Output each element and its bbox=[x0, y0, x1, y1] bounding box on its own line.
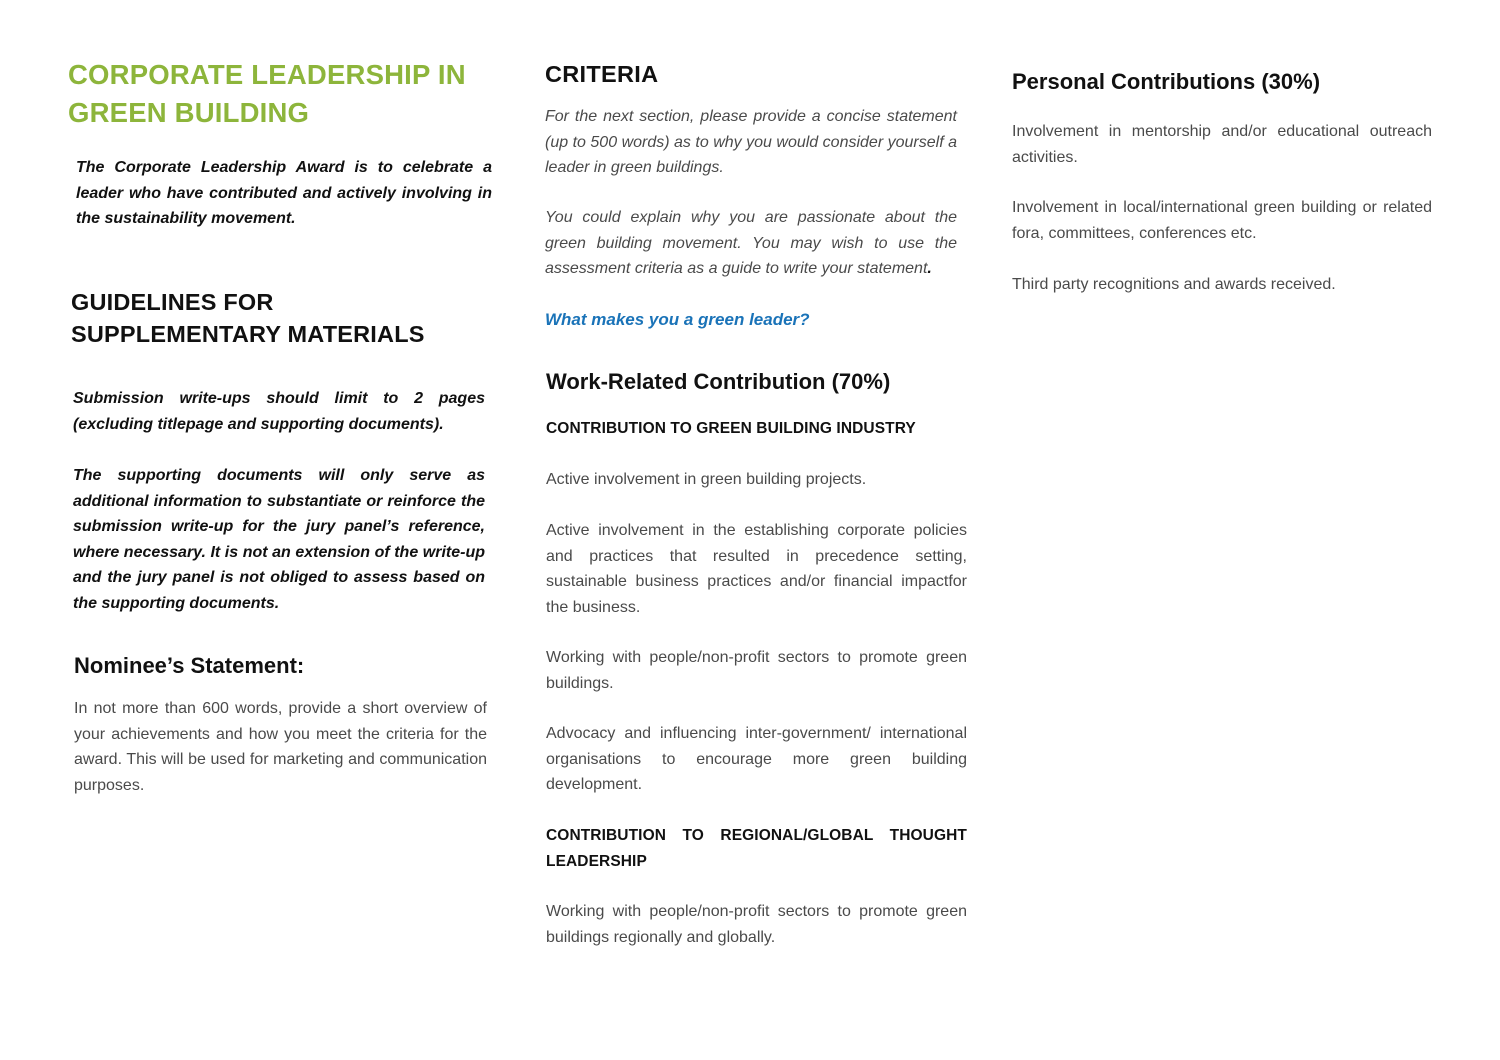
work-subheading-industry: CONTRIBUTION TO GREEN BUILDING INDUSTRY bbox=[546, 420, 916, 437]
criteria-heading: CRITERIA bbox=[545, 61, 659, 87]
guidelines-paragraph-2: The supporting documents will only serve as additional information to substantiate or reinforce the submission write-up for the jury panel’s reference, where necessary. It is not an extension of the write-up and the jury panel is not obliged to assess based on the supporting documents. bbox=[73, 467, 485, 612]
page-title bbox=[68, 56, 466, 132]
criteria-paragraph-2 bbox=[545, 205, 957, 282]
personal-item-3: Third party recognitions and awards received. bbox=[1012, 276, 1336, 293]
page-title-line2: GREEN BUILDING bbox=[68, 97, 310, 128]
personal-item-2: Involvement in local/international green building or related fora, committees, conferences etc. bbox=[1012, 199, 1432, 242]
criteria-paragraph-1: For the next section, please provide a concise statement (up to 500 words) as to why you would consider yourself a leader in green buildings. bbox=[545, 108, 957, 176]
nominee-statement-heading: Nominee’s Statement: bbox=[74, 653, 305, 678]
green-leader-question: What makes you a green leader? bbox=[545, 310, 810, 329]
work-related-heading: Work-Related Contribution (70%) bbox=[546, 369, 891, 394]
work-item-3: Working with people/non-profit sectors to promote green buildings. bbox=[546, 649, 967, 692]
criteria-paragraph-2-text: You could explain why you are passionate about the green building movement. You may wish to use the assessment criteria as a guide to write your statement bbox=[545, 209, 957, 277]
award-intro: The Corporate Leadership Award is to celebrate a leader who have contributed and actively involving in the sustainability movement. bbox=[76, 159, 492, 227]
guidelines-paragraph-1: Submission write-ups should limit to 2 pages (excluding titlepage and supporting documents). bbox=[73, 390, 485, 433]
work-subheading-thought-leadership: CONTRIBUTION TO REGIONAL/GLOBAL THOUGHT LEADERSHIP bbox=[546, 827, 967, 870]
guidelines-heading-line2: SUPPLEMENTARY MATERIALS bbox=[71, 321, 425, 347]
criteria-paragraph-2-period: . bbox=[927, 260, 932, 277]
nominee-statement-text: In not more than 600 words, provide a short overview of your achievements and how you meet the criteria for the award. This will be used for marketing and communication purposes. bbox=[74, 700, 487, 794]
guidelines-heading-line1: GUIDELINES FOR bbox=[71, 289, 274, 315]
personal-item-1: Involvement in mentorship and/or educational outreach activities. bbox=[1012, 123, 1432, 166]
work-item-1: Active involvement in green building projects. bbox=[546, 471, 867, 488]
page-title-line1: CORPORATE LEADERSHIP IN bbox=[68, 59, 466, 90]
personal-contributions-heading: Personal Contributions (30%) bbox=[1012, 69, 1321, 94]
work-item-2: Active involvement in the establishing corporate policies and practices that resulted in precedence setting, sustainable business practices and/or financial impactfor the business. bbox=[546, 522, 967, 616]
guidelines-heading bbox=[71, 286, 425, 350]
work-item-5: Working with people/non-profit sectors to promote green buildings regionally and globally. bbox=[546, 903, 967, 946]
work-item-4: Advocacy and influencing inter-government/ international organisations to encourage more green building development. bbox=[546, 725, 967, 793]
